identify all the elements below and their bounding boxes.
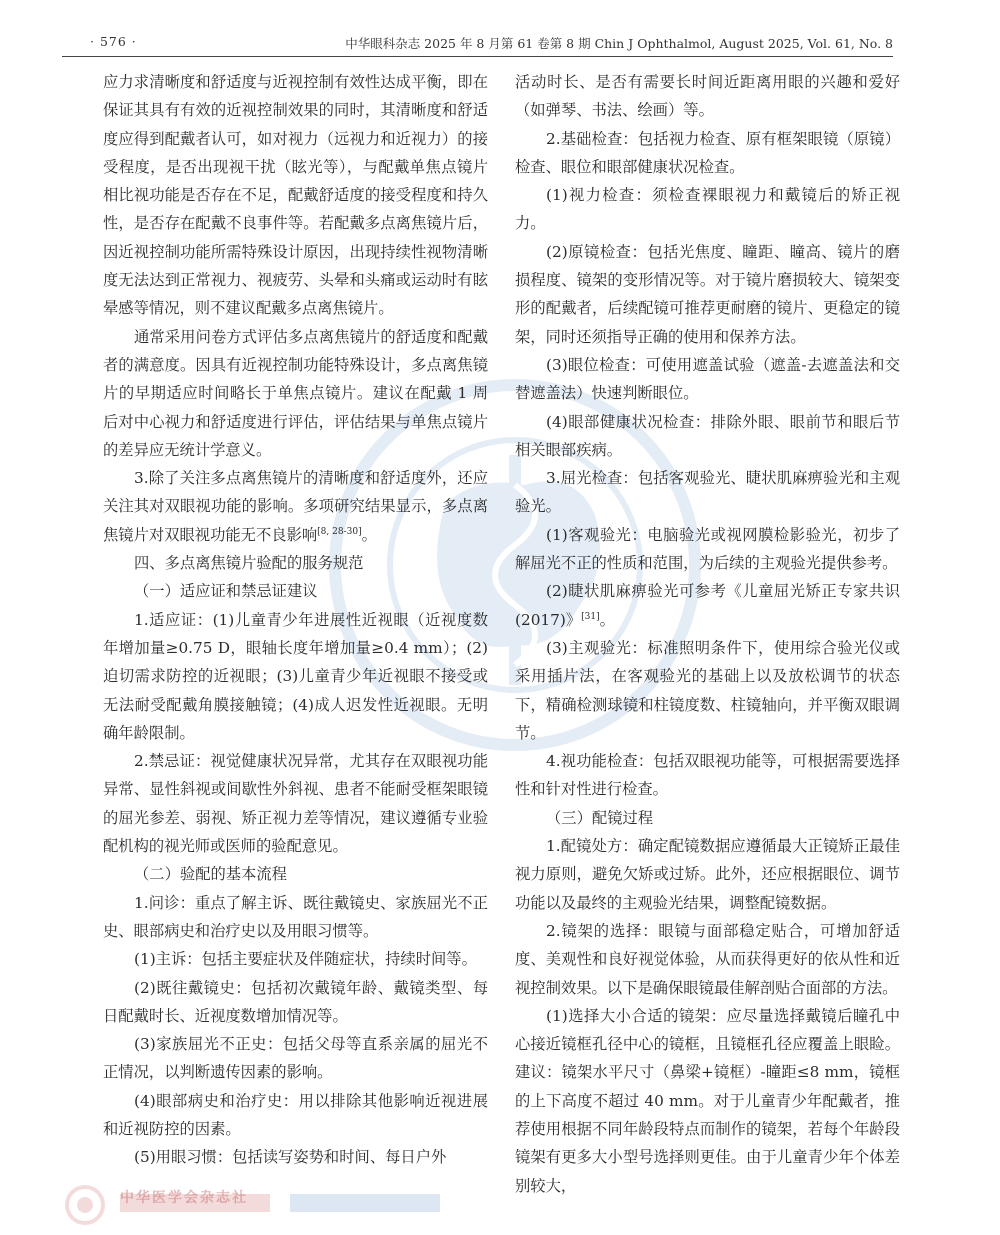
- paragraph: 2.镜架的选择：眼镜与面部稳定贴合，可增加舒适度、美观性和良好视觉体验，从而获得更好的依从性和近视控制效果。以下是确保眼镜最佳解剖贴合面部的方法。: [515, 921, 900, 997]
- paragraph: (3)家族屈光不正史：包括父母等直系亲属的屈光不正情况，以判断遗传因素的影响。: [103, 1035, 488, 1082]
- paragraph: (4)眼部病史和治疗史：用以排除其他影响近视进展和近视防控的因素。: [103, 1091, 488, 1138]
- paragraph: 2.禁忌证：视觉健康状况异常，尤其存在双眼视功能异常、显性斜视或间歇性外斜视、患者不能耐受框架眼镜的屈光参差、弱视、矫正视力差等情况，建议遵循专业验配机构的视光师或医师的验配意见。: [103, 752, 488, 856]
- paragraph: (3)眼位检查：可使用遮盖试验（遮盖-去遮盖法和交替遮盖法）快速判断眼位。: [515, 355, 900, 403]
- paragraph: 4.视功能检查：包括双眼视功能等，可根据需要选择性和针对性进行检查。: [515, 752, 900, 799]
- paragraph: 3.屈光检查：包括客观验光、睫状肌麻痹验光和主观验光。: [515, 469, 900, 516]
- paragraph-tail: 。: [361, 525, 377, 544]
- subsection-heading: （三）配镜过程: [546, 808, 654, 827]
- right-column: [515, 68, 900, 1200]
- paragraph: (2)原镜检查：包括光焦度、瞳距、瞳高、镜片的磨损程度、镜架的变形情况等。对于镜片磨损较大、镜架变形的配戴者，后续配镜可推荐更耐磨的镜片、更稳定的镜架，同时还须指导正确的使用和保养方法。: [515, 242, 900, 346]
- section-heading: 四、多点离焦镜片验配的服务规范: [134, 554, 364, 573]
- paragraph: (5)用眼习惯：包括读写姿势和时间、每日户外: [134, 1148, 447, 1167]
- paragraph-tail: 。: [599, 610, 615, 629]
- paragraph-text: 3.除了关注多点离焦镜片的清晰度和舒适度外，还应关注其对双眼视功能的影响。多项研究结果显示，多点离焦镜片对双眼视功能无不良影响: [103, 469, 488, 544]
- paragraph: 通常采用问卷方式评估多点离焦镜片的舒适度和配戴者的满意度。因具有近视控制功能特殊设计，多点离焦镜片的早期适应时间略长于单焦点镜片。建议在配戴 1 周后对中心视力和舒适度进行评估，评估结果与单焦点镜片的差异应无统计学意义。: [103, 327, 488, 459]
- journal-citation: 中华眼科杂志 2025 年 8 月第 61 卷第 8 期 Chin J Ophthalmol, August 2025, Vol. 61, No. 8: [345, 36, 893, 51]
- citation-ref: [8, 28-30]: [317, 526, 362, 537]
- subsection-heading: （二）验配的基本流程: [134, 865, 287, 884]
- publisher-mark-text: 中华医学会杂志社: [120, 1190, 248, 1206]
- paragraph: 应力求清晰度和舒适度与近视控制有效性达成平衡，即在保证其具有有效的近视控制效果的同时，其清晰度和舒适度应得到配戴者认可，如对视力（远视力和近视力）的接受程度，是否出现视干扰（眩光等），与配戴单焦点镜片相比视功能是否存在不足，配戴舒适度的接受程度和持久性，是否存在配戴不良事件等。若配戴多点离焦镜片后，因近视控制功能所需特殊设计原因，出现持续性视物清晰度无法达到正常视力、视疲劳、头晕和头痛或运动时有眩晕感等情况，则不建议配戴多点离焦镜片。: [103, 73, 488, 318]
- paragraph: (4)眼部健康状况检查：排除外眼、眼前节和眼后节相关眼部疾病。: [515, 412, 900, 459]
- paragraph-text: (2)睫状肌麻痹验光可参考《儿童屈光矫正专家共识(2017)》: [515, 582, 900, 629]
- running-header: [62, 30, 893, 54]
- left-column: [103, 68, 488, 1172]
- paragraph: 1.问诊：重点了解主诉、既往戴镜史、家族屈光不正史、眼部病史和治疗史以及用眼习惯等。: [103, 893, 488, 940]
- paragraph: 2.基础检查：包括视力检查、原有框架眼镜（原镜）检查、眼位和眼部健康状况检查。: [515, 129, 900, 176]
- paragraph: (1)主诉：包括主要症状及伴随症状，持续时间等。: [134, 950, 477, 969]
- paragraph: (1)视力检查：须检查裸眼视力和戴镜后的矫正视力。: [515, 186, 900, 233]
- page-number: · 576 ·: [90, 34, 137, 49]
- paragraph: 1.配镜处方：确定配镜数据应遵循最大正镜矫正最佳视力原则，避免欠矫或过矫。此外，还应根据眼位、调节功能以及最终的主观验光结果，调整配镜数据。: [515, 837, 900, 912]
- subsection-heading: （一）适应证和禁忌证建议: [134, 582, 318, 601]
- paragraph-with-citation: [103, 464, 488, 549]
- paragraph: (1)选择大小合适的镜架：应尽量选择戴镜后瞳孔中心接近镜框孔径中心的镜框，且镜框孔径应覆盖上眼睑。建议：镜架水平尺寸（鼻梁+镜框）-瞳距≤8 mm，镜框的上下高度不超过 40 mm。对于儿童青少年配戴者，推荐使用根据不同年龄段特点而制作的镜架，若每个年龄段镜架有更多大小型号选择则更佳。由于儿童青少年个体差别较大，: [515, 1006, 900, 1195]
- paragraph: 活动时长、是否有需要长时间近距离用眼的兴趣和爱好（如弹琴、书法、绘画）等。: [515, 73, 900, 120]
- header-rule: [62, 56, 893, 57]
- paragraph: (1)客观验光：电脑验光或视网膜检影验光，初步了解屈光不正的性质和范围，为后续的主观验光提供参考。: [515, 525, 900, 573]
- paragraph: 1.适应证：(1)儿童青少年进展性近视眼（近视度数年增加量≥0.75 D，眼轴长度年增加量≥0.4 mm）；(2)迫切需求防控的近视眼；(3)儿童青少年近视眼不接受或无法耐受配戴角膜接触镜；(4)成人迟发性近视眼。无明确年龄限制。: [103, 610, 488, 742]
- paragraph-with-citation: [515, 577, 900, 634]
- paragraph: (3)主观验光：标准照明条件下，使用综合验光仪或采用插片法，在客观验光的基础上以及放松调节的状态下，精确检测球镜和柱镜度数、柱镜轴向，并平衡双眼调节。: [515, 638, 900, 742]
- paragraph: (2)既往戴镜史：包括初次戴镜年龄、戴镜类型、每日配戴时长、近视度数增加情况等。: [103, 978, 488, 1025]
- citation-ref: [31]: [581, 611, 600, 622]
